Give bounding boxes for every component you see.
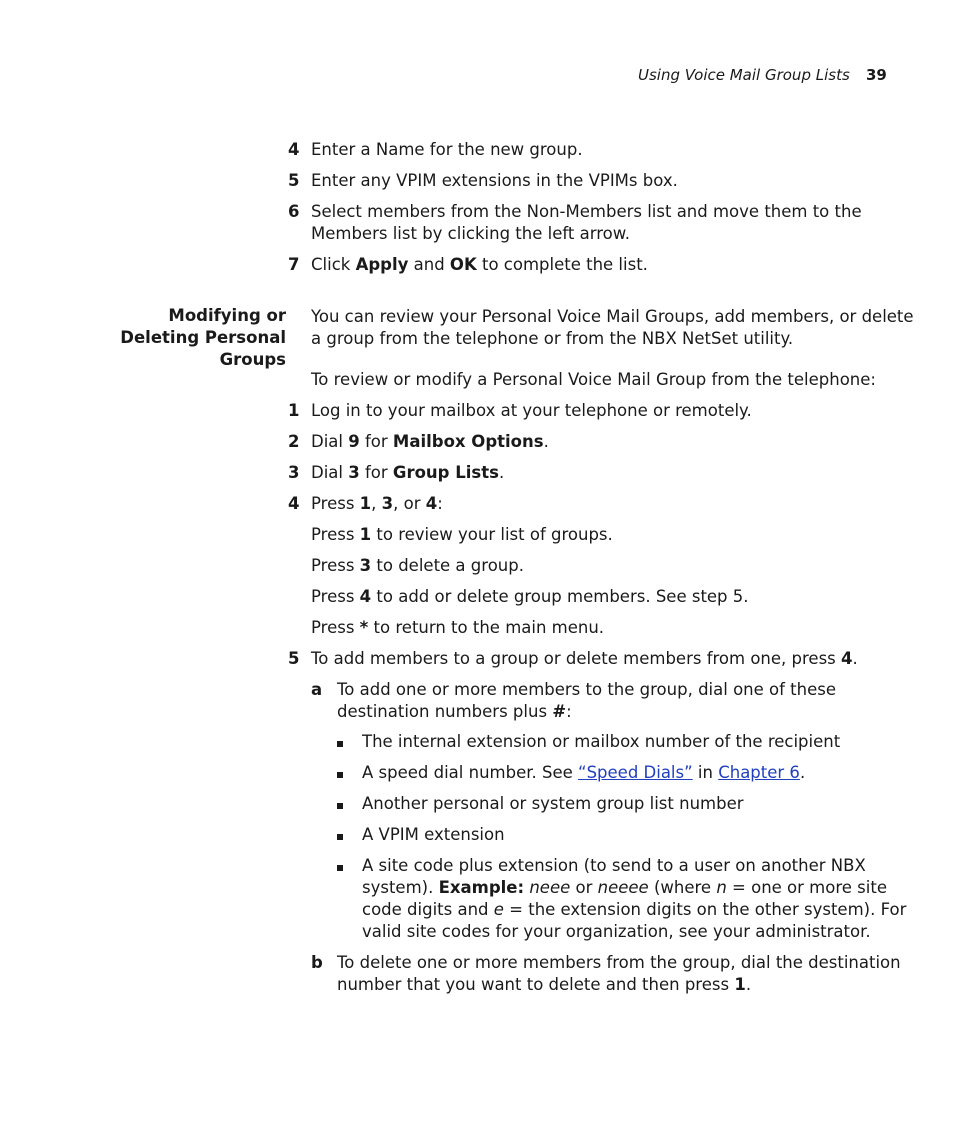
bullet-text: A VPIM extension (362, 825, 505, 844)
substep-text: To delete one or more members from the group, dial the destination (337, 953, 901, 972)
step-text: Press 1, 3, or 4: (311, 494, 443, 513)
intro-text: You can review your Personal Voice Mail Groups, add members, or delete (311, 307, 914, 326)
step-text: Dial 9 for Mailbox Options. (311, 432, 549, 451)
bullet-text: valid site codes for your organization, see your administrator. (362, 922, 871, 941)
step-number: 3 (288, 463, 300, 482)
substep-text: destination numbers plus #: (337, 702, 572, 721)
bullet-marker (337, 834, 343, 840)
press-option: Press 1 to review your list of groups. (311, 525, 613, 544)
step-text: To add members to a group or delete members from one, press 4. (311, 649, 858, 668)
substep-letter: b (311, 953, 323, 972)
bullet-text: The internal extension or mailbox number of the recipient (362, 732, 841, 751)
step-text: Log in to your mailbox at your telephone or remotely. (311, 401, 752, 420)
substep-letter: a (311, 680, 323, 699)
substep-text: number that you want to delete and then press 1. (337, 975, 752, 994)
step-number: 5 (288, 649, 300, 668)
chapter-6-link[interactable]: Chapter 6 (718, 763, 800, 782)
step-text: Select members from the Non-Members list and move them to the (311, 202, 862, 221)
press-option: Press * to return to the main menu. (311, 618, 605, 637)
bullet-marker (337, 865, 343, 871)
step-number: 7 (288, 255, 300, 274)
step-number: 1 (288, 401, 300, 420)
step-number: 4 (288, 494, 300, 513)
bullet-text: Another personal or system group list number (362, 794, 744, 813)
press-option: Press 3 to delete a group. (311, 556, 524, 575)
step-text: Click Apply and OK to complete the list. (311, 255, 648, 274)
lead-text: To review or modify a Personal Voice Mail Group from the telephone: (311, 370, 876, 389)
running-header-title: Using Voice Mail Group Lists (638, 66, 850, 84)
bullet-marker (337, 772, 343, 778)
bullet-marker (337, 741, 343, 747)
step-text: Members list by clicking the left arrow. (311, 224, 630, 243)
bullet-text: system). Example: neee or neeee (where n = one or more site (362, 878, 887, 897)
bullet-text: A speed dial number. See “Speed Dials” in Chapter 6. (362, 763, 806, 782)
step-text: Enter a Name for the new group. (311, 140, 583, 159)
speed-dials-link[interactable]: “Speed Dials” (578, 763, 693, 782)
bullet-text: A site code plus extension (to send to a user on another NBX (362, 856, 866, 875)
step-number: 6 (288, 202, 300, 221)
page-number: 39 (866, 66, 887, 84)
step-text: Dial 3 for Group Lists. (311, 463, 505, 482)
step-number: 5 (288, 171, 300, 190)
step-text: Enter any VPIM extensions in the VPIMs box. (311, 171, 678, 190)
bullet-text: code digits and e = the extension digits on the other system). For (362, 900, 907, 919)
step-number: 2 (288, 432, 300, 451)
press-option: Press 4 to add or delete group members. See step 5. (311, 587, 749, 606)
section-heading: Modifying or Deleting Personal Groups (120, 306, 286, 369)
step-number: 4 (288, 140, 300, 159)
intro-text: a group from the telephone or from the NBX NetSet utility. (311, 329, 794, 348)
bullet-marker (337, 803, 343, 809)
substep-text: To add one or more members to the group, dial one of these (337, 680, 836, 699)
